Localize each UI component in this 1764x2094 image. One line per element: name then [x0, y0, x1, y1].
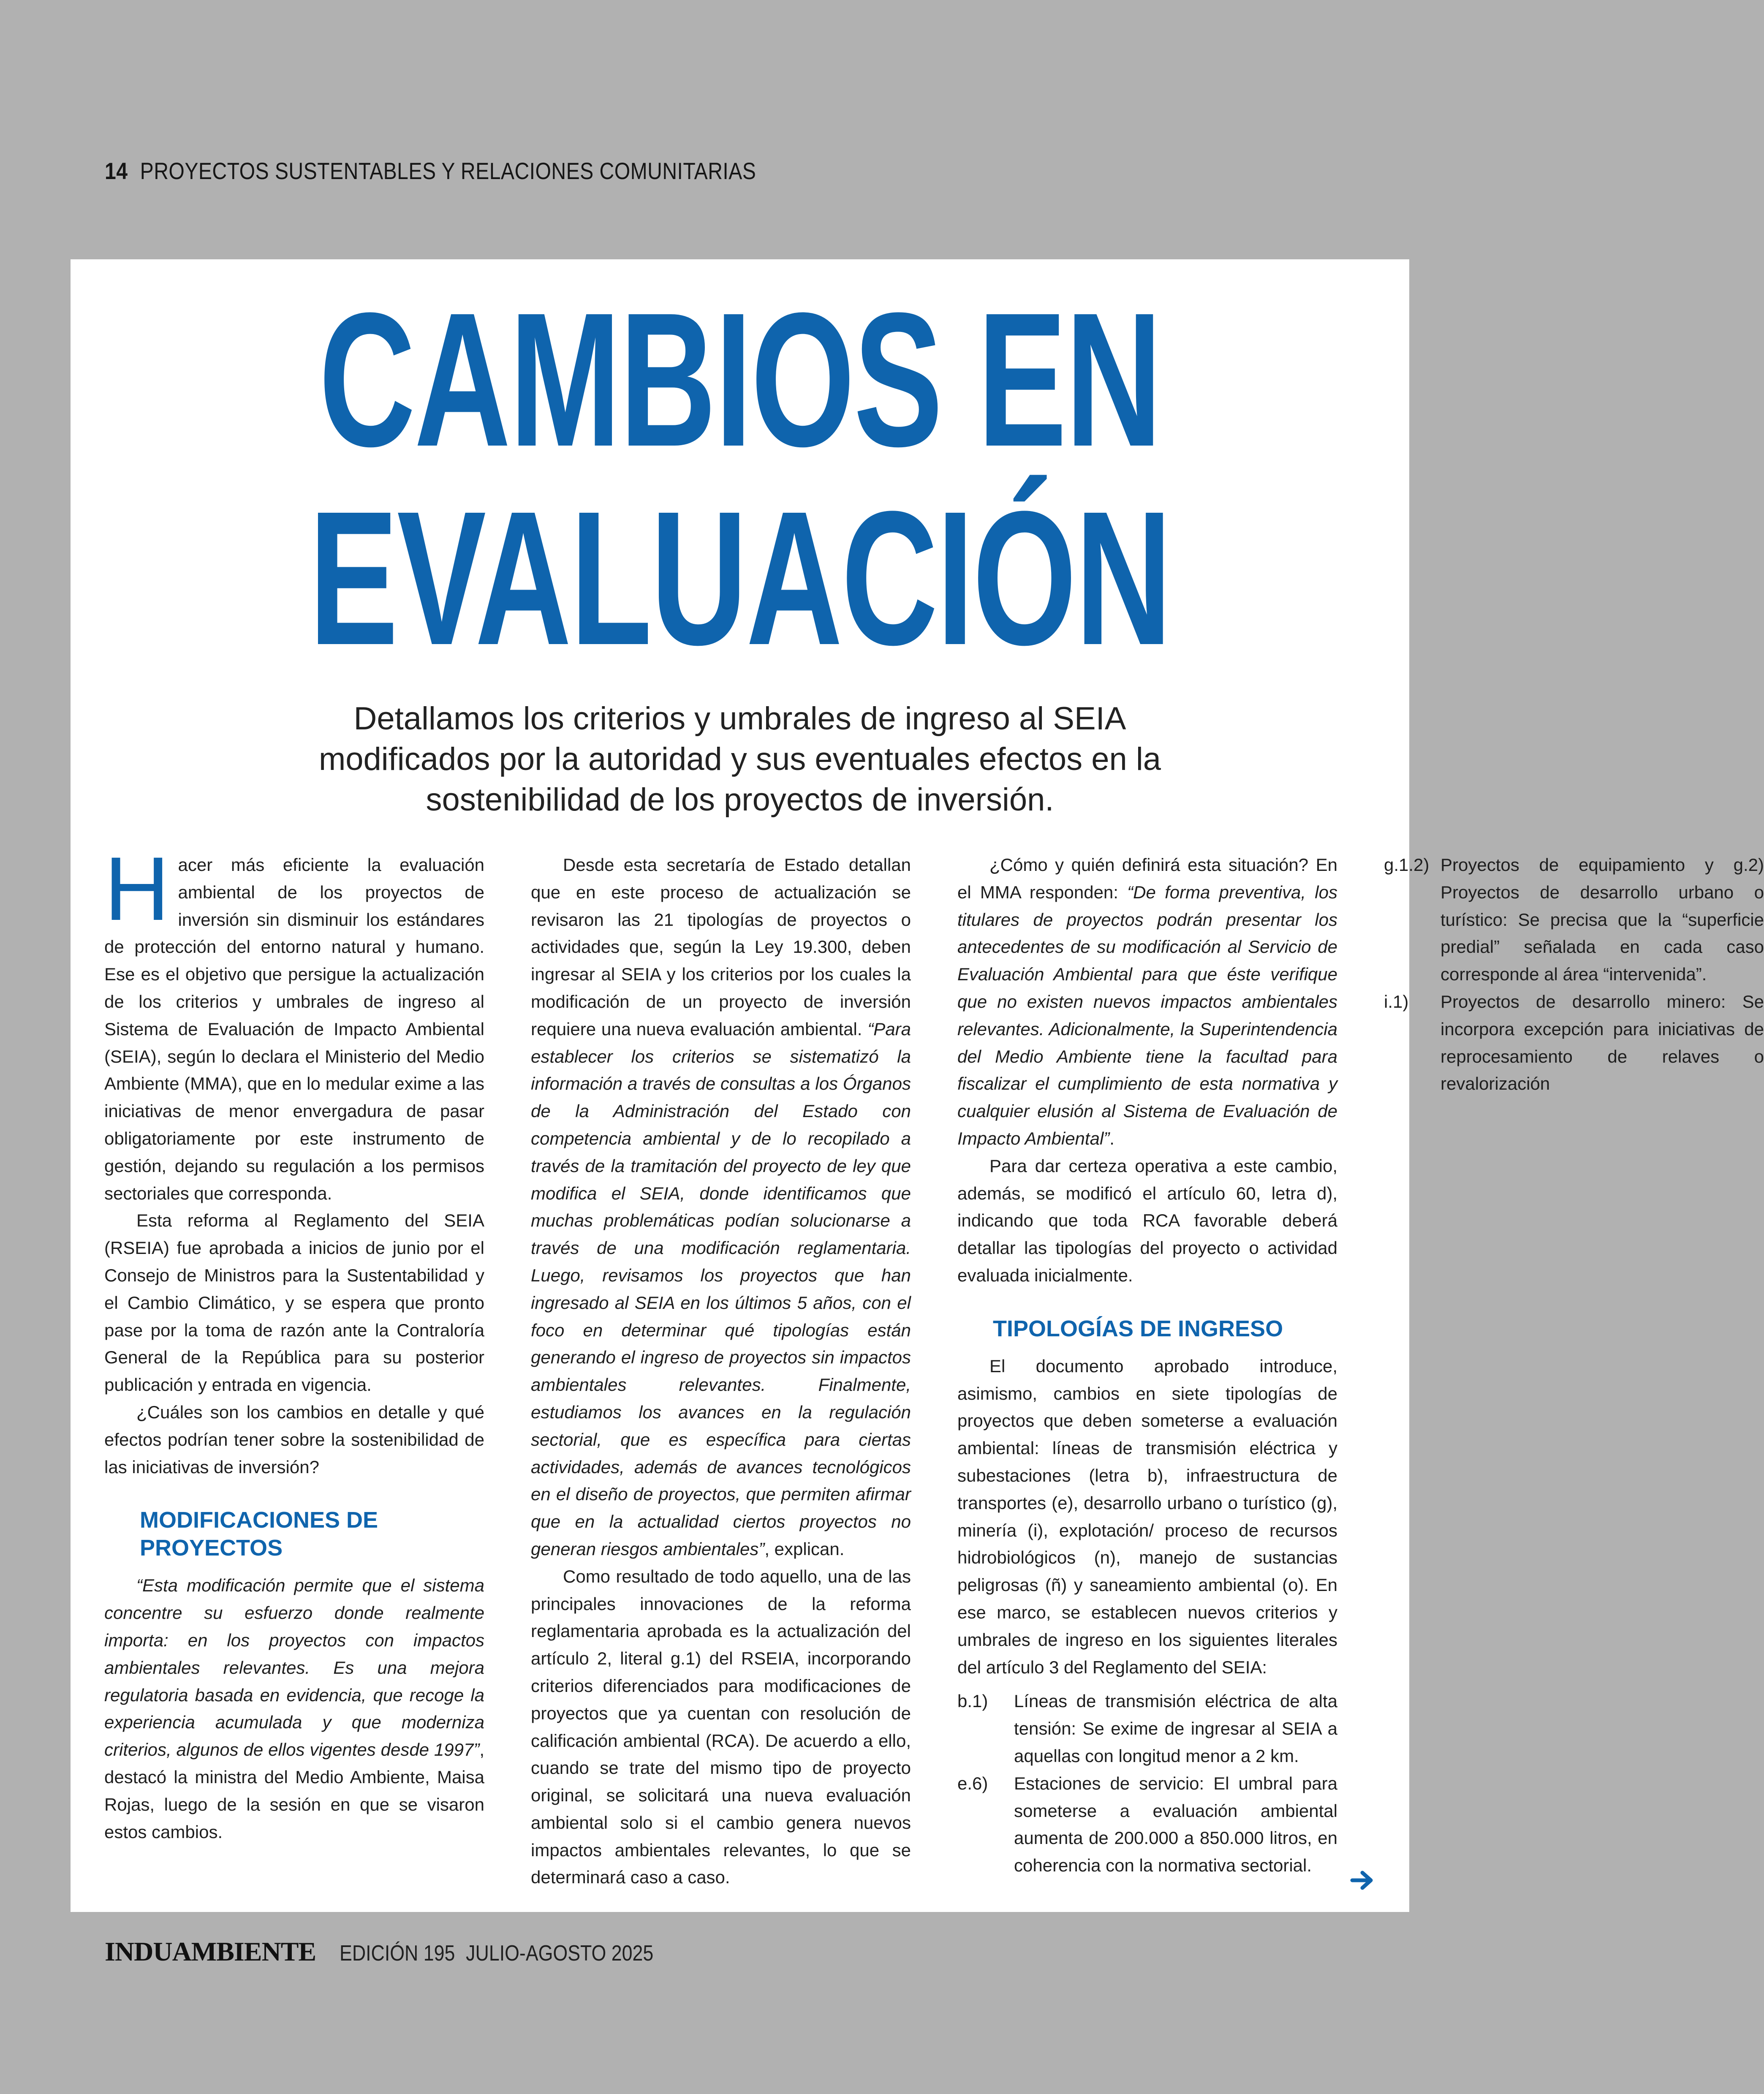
drop-cap: H	[104, 838, 170, 939]
item-text: Estaciones de servicio: El umbral para someterse a evaluación ambiental aumenta de 200.000 a 850.000 litros, en coherencia con la normativa sectorial.	[1014, 1773, 1337, 1876]
article-sheet	[71, 259, 1764, 1912]
page-number: 14	[105, 158, 128, 184]
list-item	[957, 1770, 1337, 1879]
page-footer	[105, 1936, 704, 1967]
arrow-right-icon	[1350, 1868, 1375, 1893]
item-code: e.6)	[957, 1773, 988, 1793]
magazine-logo: INDUAMBIENTE	[105, 1936, 316, 1966]
edition-number: EDICIÓN 195	[340, 1941, 455, 1966]
paragraph: ¿Cómo y quién definirá esta situación? En el MMA responden: “De forma preventiva, los titulares de proyectos podrán presentar los antecedentes de su modificación al Servicio de Evaluación Ambiental para que éste verifique que no existen nuevos impactos ambientales relevantes. Adicionalmente, la Superintendencia del Medio Ambiente tiene la facultad para fiscalizar el cumplimiento de esta normativa y cualquier elusión al Sistema de Evaluación de Impacto Ambiental”.	[957, 855, 1337, 1148]
quote: “De forma preventiva, los titulares de proyectos podrán presentar los antecedentes de su modificación al Servicio de Evaluación Ambiental para que éste verifique que no existen nuevos impactos ambientales relevantes. Adicionalmente, la Superintendencia del Medio Ambiente tiene la facultad para fiscalizar el cumplimiento de esta normativa y cualquier elusión al Sistema de Evaluación de Impacto Ambiental”	[957, 882, 1337, 1148]
paragraph: “Esta modificación permite que el sistema concentre su esfuerzo donde realmente importa: en los proyectos con impactos ambientales relevantes. Es una mejora regulatoria basada en evidencia, que recoge la experiencia acumulada y que moderniza criterios, algunos de ellos vigentes desde 1997”, destacó la ministra del Medio Ambiente, Maisa Rojas, luego de la sesión en que se visaron estos cambios.	[104, 1575, 484, 1842]
article-title	[71, 273, 1409, 685]
item-code: b.1)	[957, 1691, 988, 1711]
item-code: g.1.2)	[1384, 855, 1430, 875]
paragraph: Desde esta secretaría de Estado detallan que en este proceso de actualización se revisaron las 21 tipologías de proyectos o actividades que, según la Ley 19.300, deben ingresar al SEIA y los criterios por los cuales la modificación de un proyecto de inversión requiere una nueva evaluación ambiental. “Para establecer los criterios se sistematizó la información a través de consultas a los Órganos de la Administración del Estado con competencia ambiental y de lo recopilado a través de la tramitación del proyecto de ley que modifica el SEIA, donde identificamos que muchas problemáticas podían solucionarse a través de una modificación reglamentaria. Luego, revisamos los proyectos que han ingresado al SEIA en los últimos 5 años, con el foco en determinar qué tipologías están generando el ingreso de proyectos sin impactos ambientales relevantes. Finalmente, estudiamos los avances en la regulación sectorial, que es específica para ciertas actividades, además de avances tecnológicos en el diseño de proyectos, que permiten afirmar que en la actualidad ciertos proyectos no generan riesgos ambientales”, explican.	[531, 855, 911, 1559]
item-text: Proyectos de desarrollo minero: Se incorpora excepción para iniciativas de reprocesamiento de relaves o revalorización	[1441, 991, 1764, 1094]
list-item	[957, 1688, 1337, 1770]
section-heading: MODIFICACIONES DE PROYECTOS	[140, 1507, 378, 1561]
paragraph: Esta reforma al Reglamento del SEIA (RSEIA) fue aprobada a inicios de junio por el Consejo de Ministros para la Sustentabilidad y el Cambio Climático, y se espera que pronto pase por la toma de razón ante la Contraloría General de la República para su posterior publicación y entrada en vigencia.	[104, 1210, 484, 1395]
quote: “Esta modificación permite que el sistema concentre su esfuerzo donde realmente importa: en los proyectos con impactos ambientales relevantes. Es una mejora regulatoria basada en evidencia, que recoge la experiencia acumulada y que moderniza criterios, algunos de ellos vigentes desde 1997”	[104, 1575, 484, 1760]
section-heading: TIPOLOGÍAS DE INGRESO	[993, 1316, 1283, 1341]
section-title: PROYECTOS SUSTENTABLES Y RELACIONES COMUNITARIAS	[140, 158, 756, 184]
title-line-2: EVALUACIÓN	[309, 471, 1171, 685]
paragraph: Hacer más eficiente la evaluación ambiental de los proyectos de inversión sin disminuir los estándares de protección del entorno natural y humano. Ese es el objetivo que persigue la actualización de los criterios y umbrales de ingreso al Sistema de Evaluación de Impacto Ambiental (SEIA), según lo declara el Ministerio del Medio Ambiente (MMA), que en lo medular exime a las iniciativas de menor envergadura de pasar obligatoriamente por este instrumento de gestión, dejando su regulación a los permisos sectoriales que corresponda.	[104, 838, 484, 1203]
article-body	[104, 838, 1764, 1899]
paragraph: ¿Cuáles son los cambios en detalle y qué efectos podrían tener sobre la sostenibilidad de las iniciativas de inversión?	[104, 1402, 484, 1477]
paragraph: Para dar certeza operativa a este cambio, además, se modificó el artículo 60, letra d), indicando que toda RCA favorable deberá detallar las tipologías del proyecto o actividad evaluada inicialmente.	[957, 1156, 1337, 1285]
item-code: i.1)	[1384, 991, 1409, 1012]
item-text: Proyectos de equipamiento y g.2) Proyectos de desarrollo urbano o turístico: Se precisa que la “superficie predial” señalada en cada caso corresponde al área “intervenida”.	[1441, 855, 1764, 984]
paragraph: El documento aprobado introduce, asimismo, cambios en siete tipologías de proyectos que deben someterse a evaluación ambiental: líneas de transmisión eléctrica y subestaciones (letra b), infraestructura de transportes (e), desarrollo urbano o turístico (g), minería (i), explotación/ proceso de recursos hidrobiológicos (n), manejo de sustancias peligrosas (ñ) y saneamiento ambiental (o). En ese marco, se establecen nuevos criterios y umbrales de ingreso en los siguientes literales del artículo 3 del Reglamento del SEIA:	[957, 1356, 1337, 1677]
item-text: Líneas de transmisión eléctrica de alta tensión: Se exime de ingresar al SEIA a aquellas con longitud menor a 2 km.	[1014, 1691, 1337, 1766]
running-header	[105, 157, 756, 185]
quote: “Para establecer los criterios se sistematizó la información a través de consultas a los Órganos de la Administración del Estado con competencia ambiental y de lo recopilado a través de la tramitación del proyecto de ley que modifica el SEIA, donde identificamos que muchas problemáticas podían solucionarse a través de una modificación reglamentaria. Luego, revisamos los proyectos que han ingresado al SEIA en los últimos 5 años, con el foco en determinar qué tipologías están generando el ingreso de proyectos sin impactos ambientales relevantes. Finalmente, estudiamos los avances en la regulación sectorial, que es específica para ciertas actividades, además de avances tecnológicos en el diseño de proyectos, que permiten afirmar que en la actualidad ciertos proyectos no generan riesgos ambientales”	[531, 1019, 911, 1559]
list-item	[1384, 851, 1764, 988]
list-item	[1384, 988, 1764, 1098]
edition-date: JULIO-AGOSTO 2025	[466, 1941, 654, 1966]
paragraph: Como resultado de todo aquello, una de las principales innovaciones de la reforma reglamentaria aprobada es la actualización del artículo 2, literal g.1) del RSEIA, incorporando criterios diferenciados para modificaciones de proyectos que ya cuentan con resolución de calificación ambiental (RCA). De acuerdo a ello, cuando se trate del mismo tipo de proyecto original, se solicitará una nueva evaluación ambiental solo si el cambio genera nuevos impactos ambientales relevantes, lo que se determinará caso a caso.	[531, 1566, 911, 1887]
article-subtitle: Detallamos los criterios y umbrales de ingreso al SEIA modificados por la autoridad y sus eventuales efectos en la sostenibilidad de los proyectos de inversión.	[318, 701, 1161, 818]
title-line-1: CAMBIOS EN	[319, 273, 1161, 486]
